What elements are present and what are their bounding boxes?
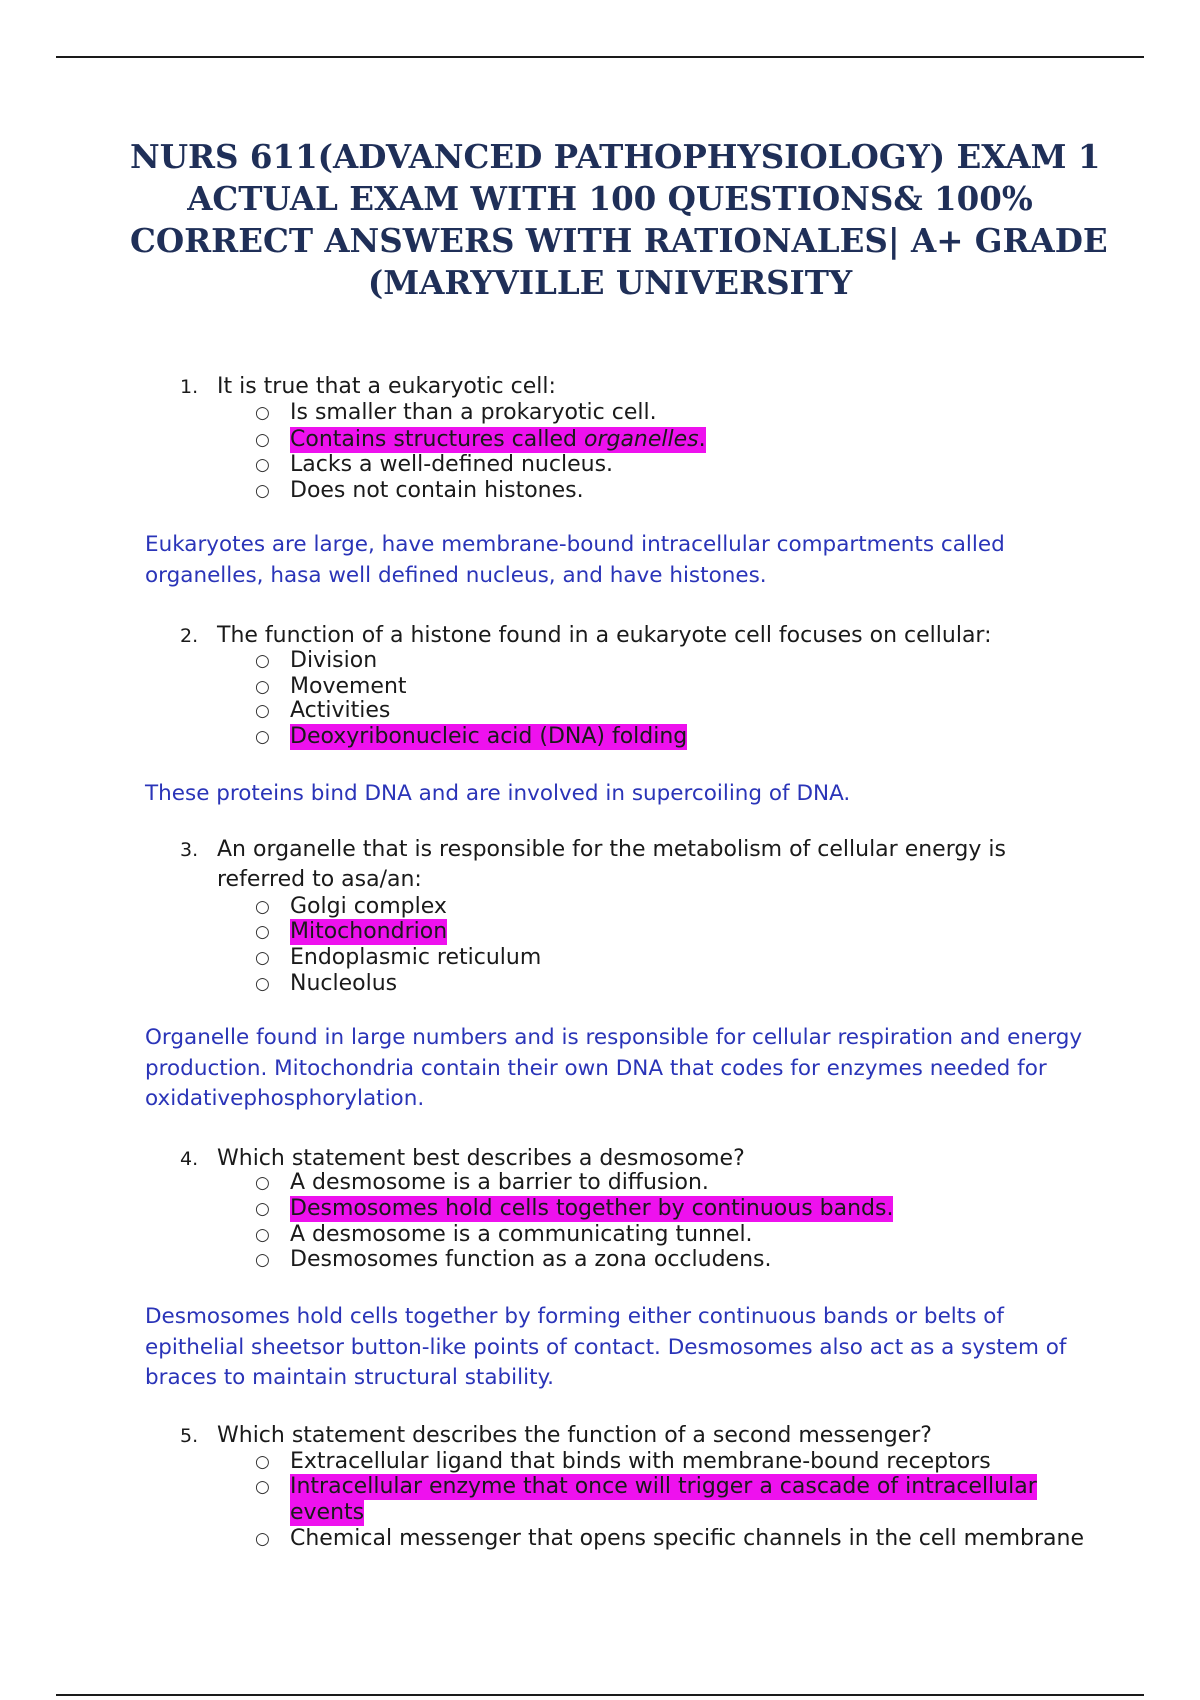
top-rule (56, 56, 1144, 58)
document-title (130, 136, 1108, 304)
bullet-icon: ○ (255, 1250, 270, 1270)
bullet-icon: ○ (255, 481, 270, 501)
option-text: A desmosome is a barrier to diffusion. (290, 1170, 709, 1195)
bullet-icon: ○ (255, 1477, 270, 1497)
question-text: It is true that a eukaryotic cell: (217, 374, 556, 399)
bullet-icon: ○ (255, 897, 270, 917)
rationale: Eukaryotes are large, have membrane-bound intracellular compartments called organelles, hasa well defined nucleus, and have histones. (145, 532, 1005, 588)
option-text: Movement (290, 674, 407, 699)
question-number: 2. (180, 625, 199, 647)
option-text: Does not contain histones. (290, 478, 584, 503)
option-text: Extracellular ligand that binds with membrane-bound receptors (290, 1449, 991, 1474)
question-text-line-1: An organelle that is responsible for the metabolism of cellular energy is (217, 837, 1006, 862)
rationale: These proteins bind DNA and are involved in supercoiling of DNA. (145, 781, 851, 806)
bullet-icon: ○ (255, 1529, 270, 1549)
title-line: NURS 611(ADVANCED PATHOPHYSIOLOGY) EXAM 1 (130, 137, 1101, 176)
option-text: Desmosomes hold cells together by continuous bands. (290, 1196, 894, 1221)
title-line: (MARYVILLE UNIVERSITY (367, 263, 853, 302)
option-text: Nucleolus (290, 971, 398, 996)
option-text-tail: . (698, 427, 706, 452)
option-text: Contains structures called (290, 427, 577, 452)
question-number: 3. (180, 839, 199, 861)
bullet-icon: ○ (255, 430, 270, 450)
option-text: Mitochondrion (290, 919, 448, 944)
bullet-icon: ○ (255, 948, 270, 968)
option-text: Chemical messenger that opens specific channels in the cell membrane (290, 1526, 1084, 1551)
bullet-icon: ○ (255, 403, 270, 423)
bullet-icon: ○ (255, 701, 270, 721)
option-text: Lacks a well-defined nucleus. (290, 452, 614, 477)
bullet-icon: ○ (255, 1199, 270, 1219)
question-number: 1. (180, 376, 199, 398)
bottom-rule (56, 1694, 1144, 1696)
option-text: Is smaller than a prokaryotic cell. (290, 400, 657, 425)
rationale: Desmosomes hold cells together by forming either continuous bands or belts of epithelial sheetsor button-like points of contact. Desmosomes also act as a system of braces to maintain structural stability. (145, 1304, 1067, 1390)
option-text: Activities (290, 698, 391, 723)
bullet-icon: ○ (255, 455, 270, 475)
option-text: Deoxyribonucleic acid (DNA) folding (290, 724, 688, 749)
bullet-icon: ○ (255, 1225, 270, 1245)
bullet-icon: ○ (255, 974, 270, 994)
question-text-line-2: referred to asa/an: (217, 867, 422, 892)
question-number: 5. (180, 1425, 199, 1447)
option-text-italic: organelles (583, 427, 699, 452)
bullet-icon: ○ (255, 727, 270, 747)
question-number: 4. (180, 1148, 199, 1170)
question-text: Which statement best describes a desmosome? (217, 1146, 745, 1171)
option-text: Endoplasmic reticulum (290, 945, 542, 970)
title-line: ACTUAL EXAM WITH 100 QUESTIONS& 100% (187, 179, 1033, 218)
title-line: CORRECT ANSWERS WITH RATIONALES| A+ GRADE (130, 221, 1108, 260)
correct-answer-highlight (290, 427, 706, 453)
option-text: Division (290, 648, 378, 673)
bullet-icon: ○ (255, 651, 270, 671)
bullet-icon: ○ (255, 922, 270, 942)
option-text: Golgi complex (290, 894, 447, 919)
question-text: Which statement describes the function of a second messenger? (217, 1423, 932, 1448)
option-text: A desmosome is a communicating tunnel. (290, 1222, 753, 1247)
option-text: events (290, 1500, 365, 1525)
option-text: Intracellular enzyme that once will trigger a cascade of intracellular (290, 1474, 1037, 1499)
bullet-icon: ○ (255, 1173, 270, 1193)
rationale: Organelle found in large numbers and is responsible for cellular respiration and energy production. Mitochondria contain their own DNA that codes for enzymes needed for oxidativephosphorylation. (145, 1025, 1083, 1111)
question-text: The function of a histone found in a eukaryote cell focuses on cellular: (217, 623, 992, 648)
bullet-icon: ○ (255, 1452, 270, 1472)
bullet-icon: ○ (255, 677, 270, 697)
option-text: Desmosomes function as a zona occludens. (290, 1247, 772, 1272)
